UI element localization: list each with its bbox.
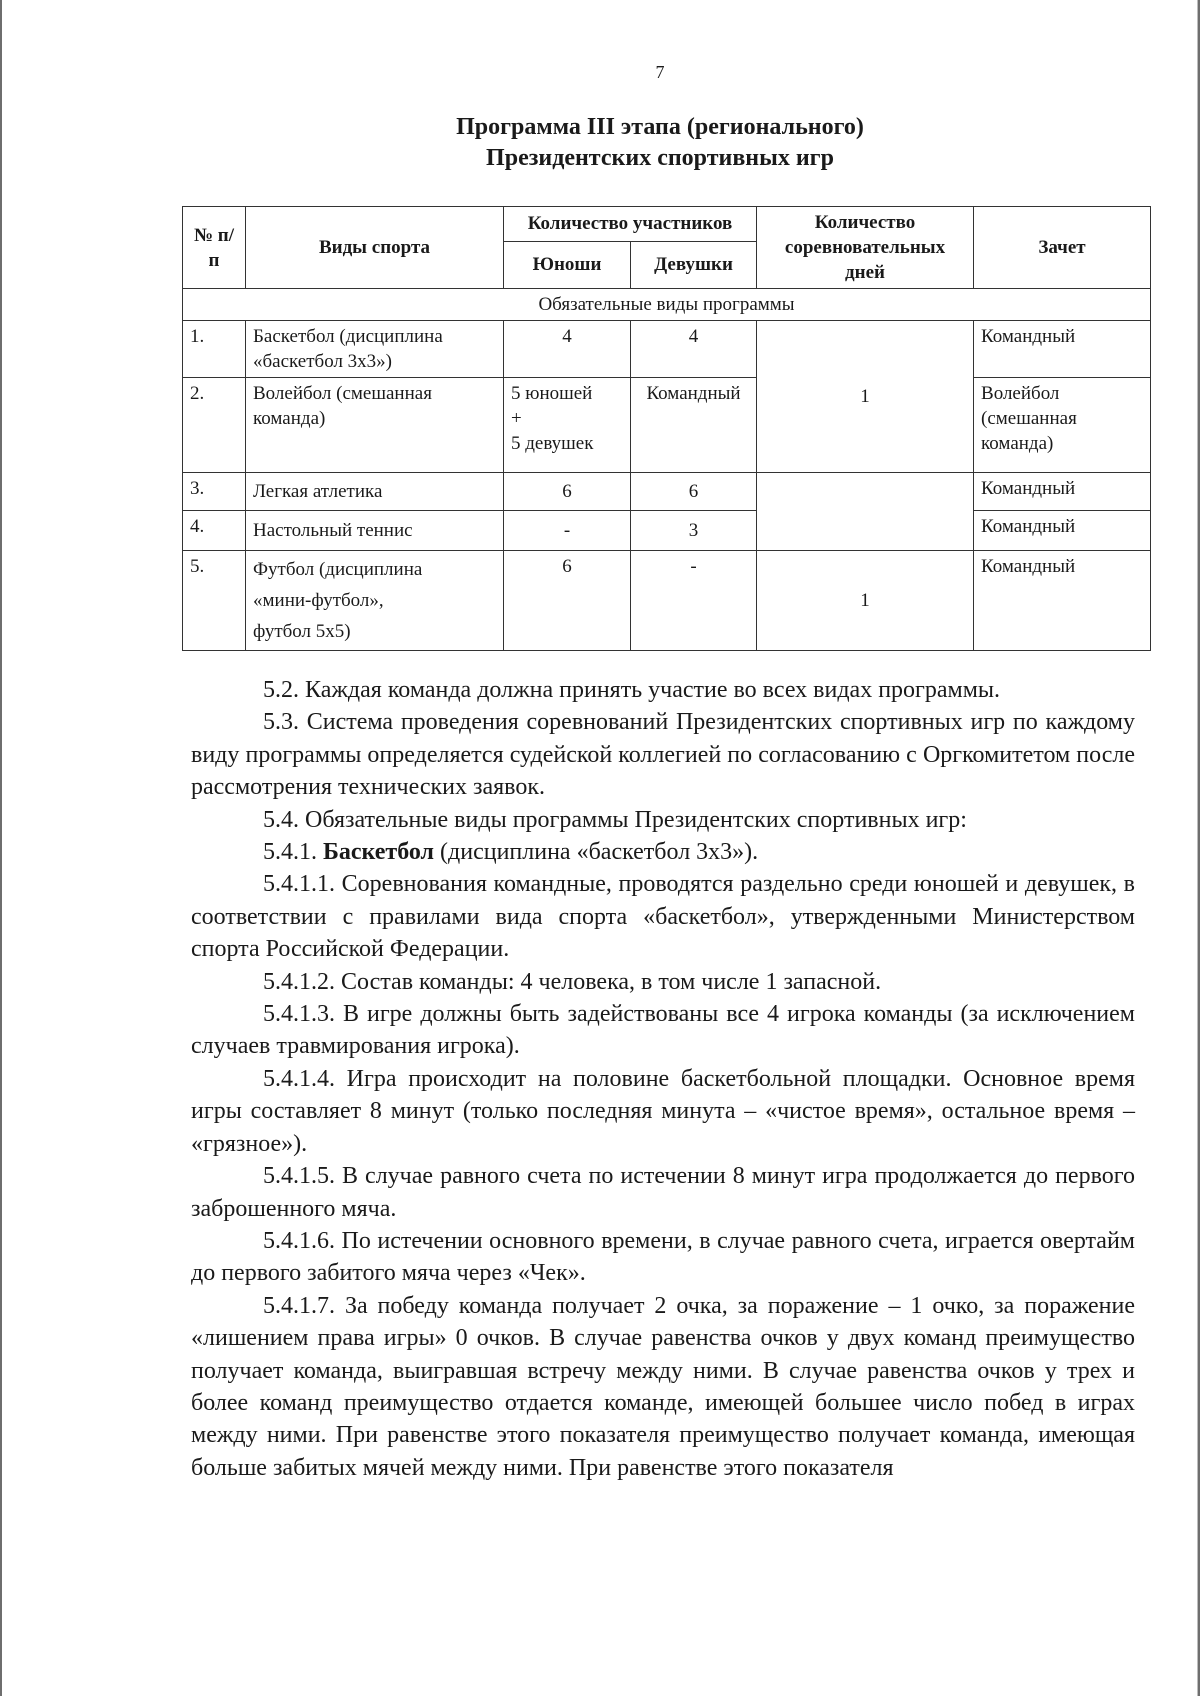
- body-text: [191, 674, 1135, 1484]
- header-scoring: Зачет: [974, 207, 1151, 289]
- section-label: Обязательные виды программы: [183, 289, 1151, 321]
- table-row: [183, 473, 1151, 511]
- row-days-group-1: 1: [757, 321, 974, 473]
- row-sport-line-3: футбол 5х5): [253, 621, 351, 642]
- row-boys: [504, 378, 631, 473]
- paragraph-5-4-1-prefix: 5.4.1.: [263, 839, 323, 866]
- paragraph-5-4-1-1: 5.4.1.1. Соревнования командные, проводятся раздельно среди юношей и девушек, в соответствии с правилами вида спорта «баскетбол», утвержденными Министерством спорта Российской Федерации.: [191, 871, 1135, 963]
- row-scoring: Командный: [974, 321, 1151, 378]
- row-sport: Легкая атлетика: [246, 473, 504, 511]
- row-sport: Баскетбол (дисциплина «баскетбол 3х3»): [246, 321, 504, 378]
- table-row: [183, 321, 1151, 378]
- row-sport-line-1: Футбол (дисциплина: [253, 559, 423, 580]
- row-girls: 4: [631, 321, 757, 378]
- header-boys: Юноши: [504, 241, 631, 288]
- row-girls: 3: [631, 511, 757, 551]
- row-num: 5.: [183, 551, 246, 651]
- paragraph-5-4-1-sport: Баскетбол: [323, 839, 435, 866]
- paragraph-5-3: 5.3. Система проведения соревнований Президентских спортивных игр по каждому виду программы определяется судейской коллегией по согласованию с Оргкомитетом после рассмотрения технических заявок.: [191, 709, 1135, 801]
- row-boys-line-3: 5 девушек: [511, 433, 594, 454]
- row-sport: [246, 551, 504, 651]
- table-row: [183, 551, 1151, 651]
- program-table: [182, 206, 1151, 651]
- row-girls: -: [631, 551, 757, 651]
- row-boys: 6: [504, 551, 631, 651]
- table-row: [183, 378, 1151, 473]
- title-line-2: Президентских спортивных игр: [486, 145, 834, 171]
- row-boys-line-1: 5 юношей: [511, 383, 593, 404]
- row-sport: Волейбол (смешанная команда): [246, 378, 504, 473]
- page-number: 7: [655, 62, 665, 82]
- row-boys: 4: [504, 321, 631, 378]
- paragraph-5-4-1-6: 5.4.1.6. По истечении основного времени, в случае равного счета, играется овертайм до первого забитого мяча через «Чек».: [191, 1227, 1135, 1287]
- header-sport: Виды спорта: [246, 207, 504, 289]
- row-num: 4.: [183, 511, 246, 551]
- paragraph-5-4-1-7: 5.4.1.7. За победу команда получает 2 очка, за поражение – 1 очко, за поражение «лишением права игры» 0 очков. В случае равенства очков у двух команд преимущество получает команда, выигравшая встречу между ними. В случае равенства очков у трех и более команд преимущество отдается команде, имеющей большее число побед в играх между ними. При равенстве этого показателя преимущество получает команда, имеющая больше забитых мячей между ними. При равенстве этого показателя: [191, 1292, 1135, 1481]
- row-girls: Командный: [631, 378, 757, 473]
- header-days: Количество соревновательных дней: [757, 207, 974, 289]
- paragraph-5-4: 5.4. Обязательные виды программы Президентских спортивных игр:: [263, 806, 967, 833]
- row-boys-line-2: +: [511, 408, 522, 429]
- row-sport: Настольный теннис: [246, 511, 504, 551]
- row-boys: 6: [504, 473, 631, 511]
- header-girls: Девушки: [631, 241, 757, 288]
- paragraph-5-4-1: [191, 836, 1135, 868]
- row-scoring: Командный: [974, 551, 1151, 651]
- row-girls: 6: [631, 473, 757, 511]
- row-num: 3.: [183, 473, 246, 511]
- paragraph-5-2: 5.2. Каждая команда должна принять участие во всех видах программы.: [263, 677, 1001, 703]
- paragraph-5-4-1-2: 5.4.1.2. Состав команды: 4 человека, в том числе 1 запасной.: [263, 968, 882, 995]
- table-row: [183, 511, 1151, 551]
- page-title: [2, 112, 1200, 174]
- table-header-row: [183, 207, 1151, 242]
- row-num: 2.: [183, 378, 246, 473]
- row-num: 1.: [183, 321, 246, 378]
- row-days-empty: [757, 473, 974, 551]
- title-line-1: Программа III этапа (регионального): [456, 114, 864, 140]
- row-boys: -: [504, 511, 631, 551]
- header-num: № п/п: [183, 207, 246, 289]
- row-scoring: Командный: [974, 511, 1151, 551]
- row-days-group-2: 1: [757, 551, 974, 651]
- table-section-row: [183, 289, 1151, 321]
- row-sport-line-2: «мини-футбол»,: [253, 590, 384, 611]
- paragraph-5-4-1-3: 5.4.1.3. В игре должны быть задействованы все 4 игрока команды (за исключением случаев травмирования игрока).: [191, 1001, 1135, 1060]
- row-scoring: Командный: [974, 473, 1151, 511]
- header-participants: Количество участников: [504, 207, 757, 242]
- paragraph-5-4-1-5: 5.4.1.5. В случае равного счета по истечении 8 минут игра продолжается до первого заброшенного мяча.: [191, 1163, 1135, 1222]
- paragraph-5-4-1-4: 5.4.1.4. Игра происходит на половине баскетбольной площадки. Основное время игры составляет 8 минут (только последняя минута – «чистое время», остальное время – «грязное»).: [191, 1065, 1135, 1157]
- document-page: [2, 0, 1198, 1696]
- row-scoring: Волейбол (смешанная команда): [974, 378, 1151, 473]
- paragraph-5-4-1-suffix: (дисциплина «баскетбол 3х3»).: [434, 839, 759, 866]
